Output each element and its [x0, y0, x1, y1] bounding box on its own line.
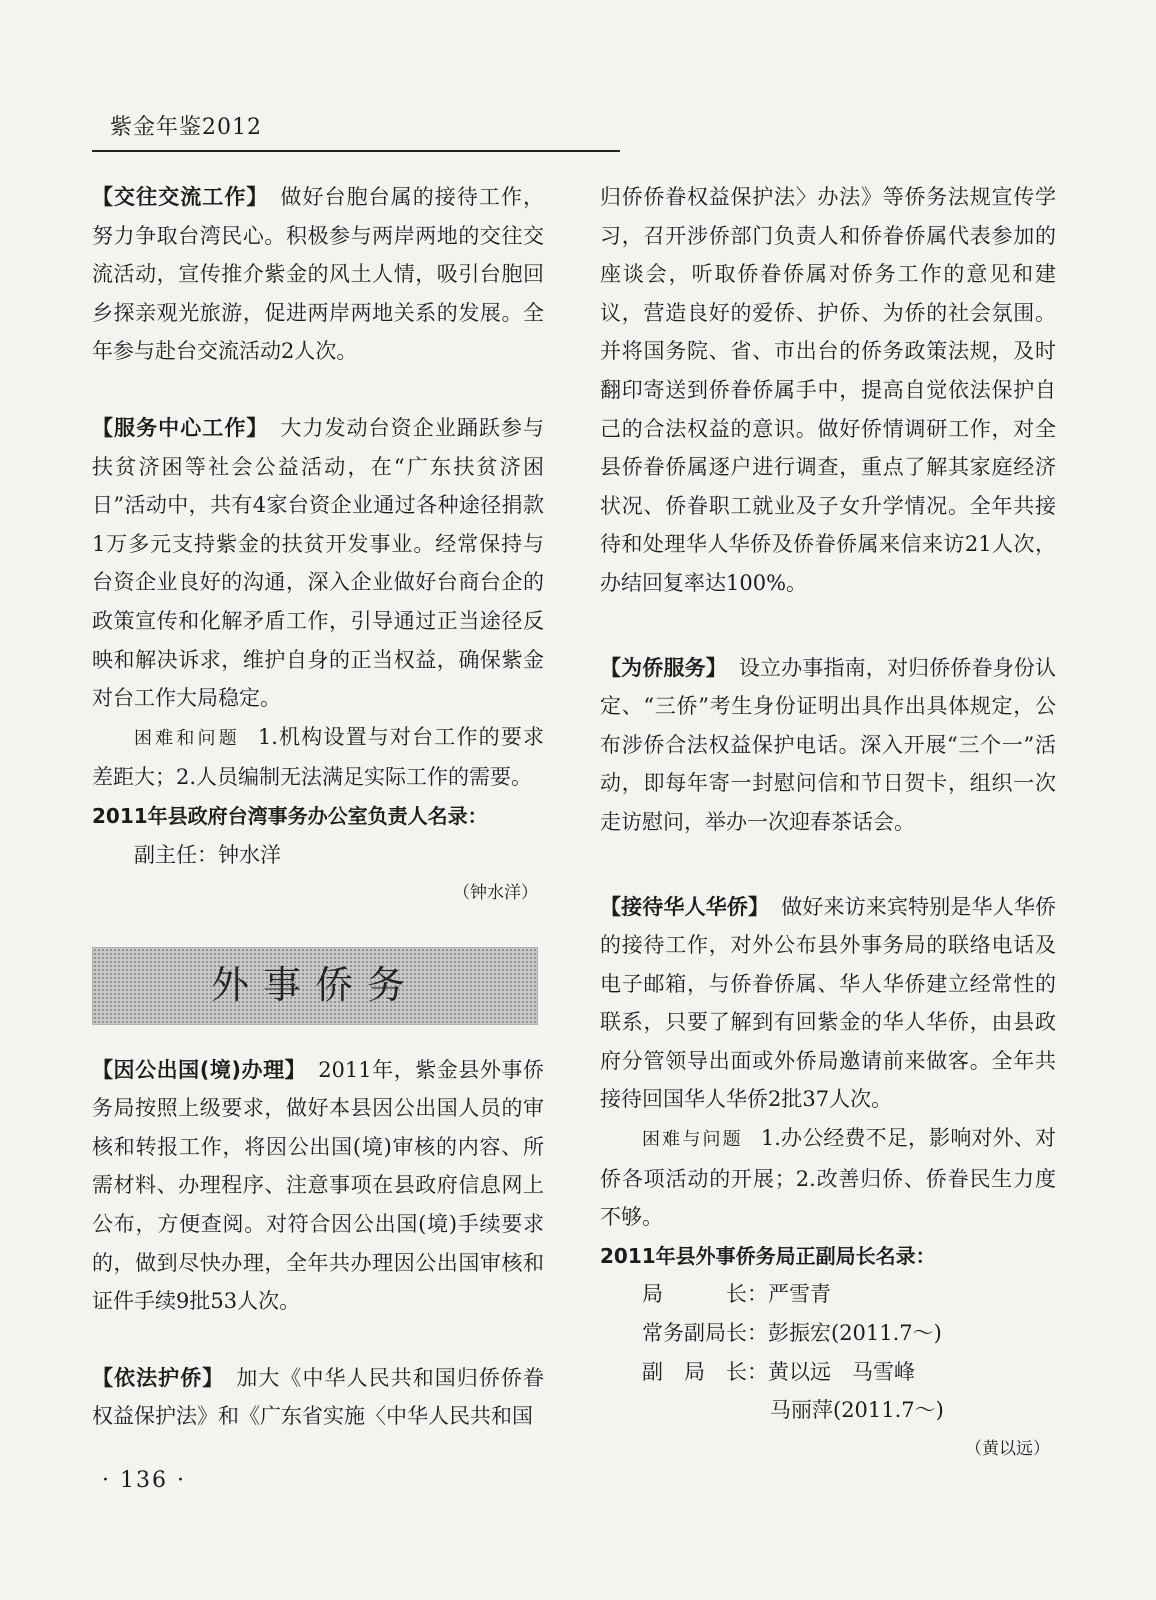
left-column — [92, 178, 544, 1436]
problems-keyword: 困难与问题 — [642, 1129, 743, 1151]
page-number: · 136 · — [102, 1468, 186, 1493]
paragraph-problems — [92, 718, 544, 797]
paragraph-heading: 【服务中心工作】 — [92, 415, 269, 440]
paragraph-body: 2011年，紫金县外事侨务局按照上级要求，做好本县因公出国人员的审核和转报工作，将因公出国(境)审核的内容、所需材料、办理程序、注意事项在县政府信息网上公布，方便查阅。对符合因公出国(境)手续要求的，做到尽快办理，全年共办理因公出国审核和证件手续9批53人次。 — [92, 1057, 544, 1314]
section-title: 外事侨务 — [210, 963, 419, 1008]
paragraph-body: 做好台胞台属的接待工作，努力争取台湾民心。积极参与两岸两地的交往交流活动，宣传推介紫金的风土人情，吸引台胞回乡探亲观光旅游，促进两岸两地关系的发展。全年参与赴台交流活动2人次。 — [92, 185, 544, 364]
roster-title: 2011年县外事侨务局正副局长名录： — [600, 1243, 936, 1268]
paragraph-legal-protection — [92, 1359, 544, 1436]
paragraph-body: 1.办公经费不足，影响对外、对侨各项活动的开展；2.改善归侨、侨眷民生力度不够。 — [600, 1126, 1056, 1230]
paragraph-exchange — [92, 178, 544, 371]
paragraph-reception — [600, 888, 1056, 1120]
paragraph-overseas-service — [600, 649, 1056, 842]
paragraph-heading: 【交往交流工作】 — [92, 185, 269, 209]
paragraph-body: 设立办事指南，对归侨侨眷身份认定、“三侨”考生身份证明出具作出具体规定，公布涉侨合法权益保护电话。深入开展“三个一”活动，即每年寄一封慰问信和节日贺卡，组织一次走访慰问，举办一次迎春茶话会。 — [600, 655, 1057, 834]
paragraph-body: 1.机构设置与对台工作的要求差距大；2.人员编制无法满足实际工作的需要。 — [92, 724, 544, 790]
paragraph-body: 大力发动台资企业踊跃参与扶贫济困等社会公益活动，在“广东扶贫济困日”活动中，共有4家台资企业通过各种途径捐款1万多元支持紫金的扶贫开发事业。经常保持与台资企业良好的沟通，深入企业做好台商台企的政策宣传和化解矛盾工作，引导通过正当途径反映和解决诉求，维护自身的正当权益，确保紫金对台工作大局稳定。 — [92, 415, 544, 711]
author-signature: （黄以远） — [965, 1438, 1050, 1459]
paragraph-heading: 【为侨服务】 — [600, 655, 727, 680]
paragraph-legal-protection-cont — [600, 178, 1056, 603]
roster-line: 局 长：严雪青 — [642, 1282, 831, 1307]
paragraph-heading: 【因公出国(境)办理】 — [92, 1057, 307, 1082]
paragraph-heading: 【接待华人华侨】 — [600, 894, 770, 919]
roster-line: 马丽萍(2011.7～) — [770, 1398, 944, 1423]
paragraph-body: 归侨侨眷权益保护法〉办法》等侨务法规宣传学习，召开涉侨部门负责人和侨眷侨属代表参加的座谈会，听取侨眷侨属对侨务工作的意见和建议，营造良好的爱侨、护侨、为侨的社会氛围。并将国务院、省、市出台的侨务政策法规，及时翻印寄送到侨眷侨属手中，提高自觉依法保护自己的合法权益的意识。做好侨情调研工作，对全县侨眷侨属逐户进行调查，重点了解其家庭经济状况、侨眷职工就业及子女升学情况。全年共接待和处理华人华侨及侨眷侨属来信来访21人次，办结回复率达100%。 — [600, 185, 1056, 595]
problems-keyword: 困难和问题 — [134, 727, 240, 749]
section-banner — [92, 947, 538, 1025]
paragraph-body: 做好来访来宾特别是华人华侨的接待工作，对外公布县外事务局的联络电话及电子邮箱，与侨眷侨属、华人华侨建立经常性的联系，只要了解到有回紫金的华人华侨，由县政府分管领导出面或外侨局邀请前来做客。全年共接待回国华人华侨2批37人次。 — [600, 894, 1057, 1112]
roster-line: 副主任：钟水洋 — [134, 842, 281, 867]
right-column — [600, 178, 1056, 1468]
paragraph-problems — [600, 1119, 1056, 1237]
roster-line: 常务副局长：彭振宏(2011.7～) — [642, 1321, 942, 1346]
roster-line: 副 局 长：黄以远 马雪峰 — [642, 1359, 915, 1384]
paragraph-service — [92, 409, 544, 718]
roster-title: 2011年县政府台湾事务办公室负责人名录： — [92, 803, 488, 828]
paragraph-heading: 【依法护侨】 — [92, 1365, 225, 1390]
running-title: 紫金年鉴2012 — [110, 115, 262, 140]
paragraph-body: 加大《中华人民共和国归侨侨眷权益保护法》和《广东省实施〈中华人民共和国 — [92, 1365, 545, 1429]
header-rule — [92, 150, 620, 152]
author-signature: （钟水洋） — [453, 883, 538, 904]
paragraph-official-travel — [92, 1051, 544, 1321]
